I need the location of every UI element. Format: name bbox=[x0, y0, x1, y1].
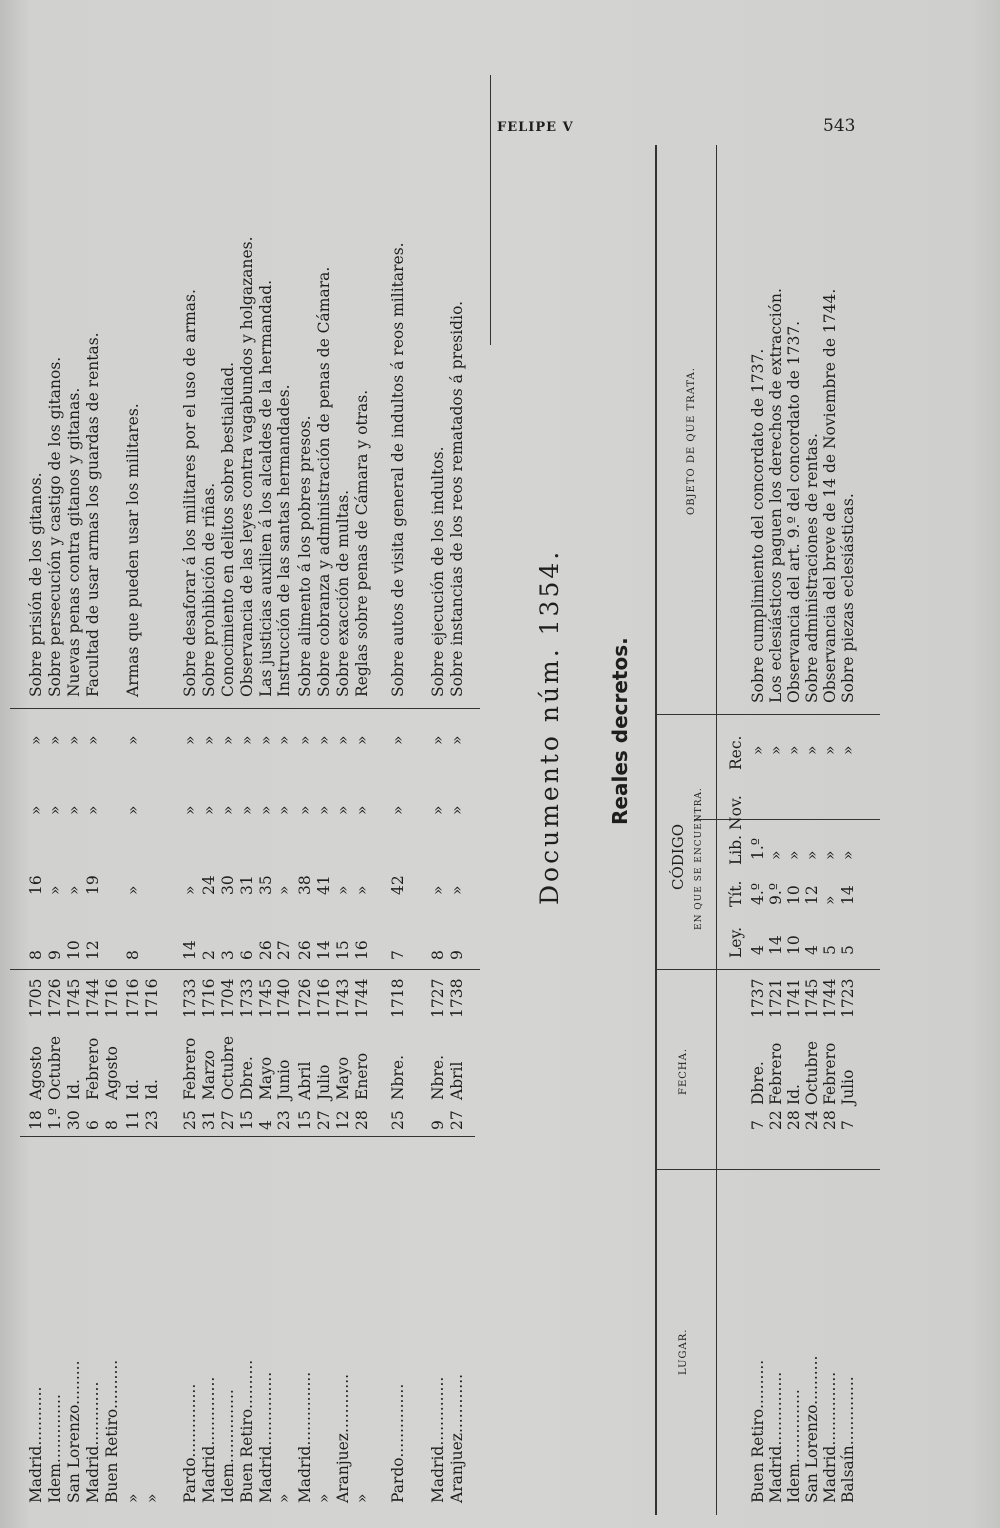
cell-lugar: Buen Retiro.......... bbox=[238, 1359, 256, 1503]
cell-mes: Octubre bbox=[219, 1035, 237, 1100]
code-header: Tít. bbox=[727, 880, 745, 907]
cell-ley: 4 bbox=[749, 945, 767, 955]
cell-ano: 1733 bbox=[181, 978, 199, 1018]
cell-lib: » bbox=[767, 850, 785, 860]
cell-lugar: Buen Retiro.......... bbox=[103, 1359, 121, 1503]
cell-lugar: Pardo............... bbox=[181, 1383, 199, 1503]
cell-ano: 1740 bbox=[275, 978, 293, 1018]
cell-rec: » bbox=[46, 735, 64, 745]
cell-ley: 3 bbox=[219, 950, 237, 960]
column-rule bbox=[655, 714, 880, 715]
cell-ley: 26 bbox=[296, 940, 314, 960]
cell-ano: 1716 bbox=[124, 978, 142, 1018]
cell-mes: Abril bbox=[296, 1061, 314, 1100]
cell-rec: » bbox=[315, 735, 333, 745]
cell-rec: » bbox=[448, 735, 466, 745]
cell-lib: » bbox=[429, 805, 447, 815]
cell-tit: 42 bbox=[389, 875, 407, 895]
cell-mes: Julio bbox=[839, 1069, 857, 1105]
cell-objeto: Sobre exacción de multas. bbox=[334, 489, 352, 697]
cell-rec: » bbox=[749, 745, 767, 755]
cell-dia: 11 bbox=[124, 1110, 142, 1130]
cell-rec: » bbox=[181, 735, 199, 745]
rotated-page-body bbox=[10, 75, 990, 1515]
cell-lugar: Pardo............... bbox=[389, 1383, 407, 1503]
cell-lib: » bbox=[275, 805, 293, 815]
cell-mes: Octubre bbox=[46, 1035, 64, 1100]
cell-ley: 5 bbox=[821, 945, 839, 955]
cell-rec: » bbox=[124, 735, 142, 745]
cell-objeto: Sobre ejecución de los indultos. bbox=[429, 446, 447, 697]
cell-objeto: Observancia del breve de 14 de Noviembre de 1744. bbox=[821, 288, 839, 703]
cell-rec: » bbox=[803, 745, 821, 755]
cell-lib: » bbox=[785, 850, 803, 860]
header-codigo: CÓDIGO bbox=[669, 823, 687, 890]
cell-lugar: » bbox=[353, 1493, 371, 1503]
cell-rec: » bbox=[257, 735, 275, 745]
cell-mes: Id. bbox=[143, 1079, 161, 1100]
cell-tit: 9.º bbox=[767, 882, 785, 905]
cell-ano: 1718 bbox=[389, 978, 407, 1018]
cell-mes: Dbre. bbox=[749, 1061, 767, 1105]
cell-mes: Febrero bbox=[84, 1037, 102, 1100]
cell-ley: 8 bbox=[429, 950, 447, 960]
cell-tit: 12 bbox=[803, 885, 821, 905]
cell-objeto: Sobre cobranza y administración de penas de Cámara. bbox=[315, 266, 333, 697]
cell-lugar: Madrid............... bbox=[821, 1371, 839, 1503]
cell-lib: » bbox=[296, 805, 314, 815]
cell-rec: » bbox=[839, 745, 857, 755]
document-title: Documento núm. 1354. bbox=[535, 548, 564, 905]
cell-lugar: Idem............... bbox=[785, 1389, 803, 1503]
cell-mes: Mayo bbox=[334, 1056, 352, 1100]
column-rule bbox=[655, 969, 880, 970]
cell-mes: Nbre. bbox=[389, 1055, 407, 1100]
cell-lugar: Idem.............. bbox=[46, 1394, 64, 1503]
cell-ley: 15 bbox=[334, 940, 352, 960]
cell-tit: 4.º bbox=[749, 882, 767, 905]
column-rule bbox=[10, 969, 480, 970]
table-2-header-rule bbox=[716, 145, 717, 1515]
cell-lib: » bbox=[200, 805, 218, 815]
cell-lib: » bbox=[84, 805, 102, 815]
cell-lugar: Madrid.............. bbox=[429, 1376, 447, 1503]
cell-ano: 1744 bbox=[353, 978, 371, 1018]
cell-lib: » bbox=[448, 805, 466, 815]
cell-ley: 14 bbox=[767, 935, 785, 955]
cell-tit: » bbox=[448, 885, 466, 895]
cell-ano: 1745 bbox=[803, 978, 821, 1018]
cell-tit: 14 bbox=[839, 885, 857, 905]
cell-rec: » bbox=[821, 745, 839, 755]
cell-dia: 23 bbox=[143, 1110, 161, 1130]
cell-mes: Nbre. bbox=[429, 1055, 447, 1100]
cell-ley: 5 bbox=[839, 945, 857, 955]
cell-lugar: Aranjuez............ bbox=[334, 1373, 352, 1503]
cell-objeto: Sobre prisión de los gitanos. bbox=[27, 472, 45, 697]
cell-lib: » bbox=[65, 805, 83, 815]
cell-rec: » bbox=[334, 735, 352, 745]
cell-rec: » bbox=[353, 735, 371, 745]
cell-mes: Febrero bbox=[767, 1042, 785, 1105]
cell-ano: 1737 bbox=[749, 978, 767, 1018]
cell-tit: » bbox=[181, 885, 199, 895]
cell-rec: » bbox=[238, 735, 256, 745]
cell-lugar: San Lorenzo......... bbox=[65, 1360, 83, 1503]
cell-rec: » bbox=[785, 745, 803, 755]
cell-ley: 6 bbox=[238, 950, 256, 960]
cell-lib: » bbox=[181, 805, 199, 815]
cell-dia: 31 bbox=[200, 1110, 218, 1130]
cell-objeto: Sobre alimento á los pobres presos. bbox=[296, 415, 314, 697]
cell-tit: » bbox=[275, 885, 293, 895]
cell-ano: 1726 bbox=[46, 978, 64, 1018]
cell-tit: 41 bbox=[315, 875, 333, 895]
cell-ley: 14 bbox=[315, 940, 333, 960]
top-rule bbox=[490, 75, 491, 345]
cell-objeto: Sobre persecución y castigo de los gitanos. bbox=[46, 356, 64, 697]
cell-objeto: Sobre prohibición de riñas. bbox=[200, 482, 218, 697]
cell-lib: » bbox=[124, 805, 142, 815]
cell-lib: 1.º bbox=[749, 837, 767, 860]
cell-objeto: Sobre administraciones de rentas. bbox=[803, 433, 821, 703]
cell-lugar: Madrid............... bbox=[257, 1371, 275, 1503]
cell-tit: » bbox=[124, 885, 142, 895]
cell-objeto: Observancia del art. 9.º del concordato de 1737. bbox=[785, 320, 803, 703]
cell-ley: 10 bbox=[785, 935, 803, 955]
cell-ano: 1741 bbox=[785, 978, 803, 1018]
cell-ley: 9 bbox=[448, 950, 466, 960]
cell-tit: 31 bbox=[238, 875, 256, 895]
cell-objeto: Sobre instancias de los reos rematados á presidio. bbox=[448, 300, 466, 697]
cell-mes: Abril bbox=[448, 1061, 466, 1100]
document-subtitle: Reales decretos. bbox=[608, 637, 632, 825]
cell-lib: » bbox=[46, 805, 64, 815]
cell-dia: 7 bbox=[839, 1120, 857, 1130]
header-codigo-sub: EN QUE SE ENCUENTRA. bbox=[694, 787, 704, 930]
cell-lib: » bbox=[219, 805, 237, 815]
cell-ley: 12 bbox=[84, 940, 102, 960]
cell-lib: » bbox=[389, 805, 407, 815]
cell-lugar: » bbox=[315, 1493, 333, 1503]
cell-lugar: Madrid............... bbox=[767, 1371, 785, 1503]
cell-ano: 1716 bbox=[315, 978, 333, 1018]
cell-lib: » bbox=[257, 805, 275, 815]
cell-ano: 1744 bbox=[821, 978, 839, 1018]
cell-rec: » bbox=[767, 745, 785, 755]
cell-objeto: Observancia de las leyes contra vagabundos y holgazanes. bbox=[238, 236, 256, 697]
cell-dia: 18 bbox=[27, 1110, 45, 1130]
cell-ano: 1738 bbox=[448, 978, 466, 1018]
cell-dia: 22 bbox=[767, 1110, 785, 1130]
cell-mes: Febrero bbox=[181, 1037, 199, 1100]
cell-ano: 1723 bbox=[839, 978, 857, 1018]
cell-dia: 15 bbox=[238, 1110, 256, 1130]
cell-mes: Febrero bbox=[821, 1042, 839, 1105]
cell-objeto: Sobre cumplimiento del concordato de 1737. bbox=[749, 348, 767, 703]
cell-ley: 8 bbox=[27, 950, 45, 960]
cell-lugar: » bbox=[143, 1493, 161, 1503]
cell-lib: » bbox=[353, 805, 371, 815]
cell-dia: 12 bbox=[334, 1110, 352, 1130]
cell-dia: 28 bbox=[821, 1110, 839, 1130]
cell-dia: 28 bbox=[785, 1110, 803, 1130]
cell-ano: 1726 bbox=[296, 978, 314, 1018]
column-rule bbox=[694, 819, 880, 820]
cell-ano: 1745 bbox=[257, 978, 275, 1018]
cell-lib: » bbox=[839, 850, 857, 860]
cell-rec: » bbox=[275, 735, 293, 745]
cell-tit: » bbox=[429, 885, 447, 895]
cell-dia: 4 bbox=[257, 1120, 275, 1130]
cell-rec: » bbox=[389, 735, 407, 745]
cell-objeto: Conocimiento en delitos sobre bestialidad. bbox=[219, 361, 237, 697]
cell-objeto: Instrucción de las santas hermandades. bbox=[275, 384, 293, 697]
cell-ley: 14 bbox=[181, 940, 199, 960]
cell-lugar: Balsaín.............. bbox=[839, 1376, 857, 1503]
page-number: 543 bbox=[823, 116, 856, 136]
cell-lib: » bbox=[821, 850, 839, 860]
cell-mes: Agosto bbox=[27, 1046, 45, 1100]
cell-dia: 30 bbox=[65, 1110, 83, 1130]
cell-ano: 1716 bbox=[143, 978, 161, 1018]
cell-rec: » bbox=[219, 735, 237, 745]
cell-objeto: Nuevas penas contra gitanos y gitanas. bbox=[65, 387, 83, 697]
cell-mes: Octubre bbox=[803, 1040, 821, 1105]
cell-ley: 10 bbox=[65, 940, 83, 960]
cell-ley: 26 bbox=[257, 940, 275, 960]
cell-tit: 30 bbox=[219, 875, 237, 895]
cell-ano: 1721 bbox=[767, 978, 785, 1018]
cell-dia: 27 bbox=[448, 1110, 466, 1130]
code-header: Ley. bbox=[727, 926, 745, 958]
cell-dia: 8 bbox=[103, 1120, 121, 1130]
cell-tit: 38 bbox=[296, 875, 314, 895]
cell-lib: » bbox=[315, 805, 333, 815]
cell-rec: » bbox=[429, 735, 447, 745]
cell-tit: » bbox=[353, 885, 371, 895]
cell-dia: 27 bbox=[315, 1110, 333, 1130]
cell-mes: Julio bbox=[315, 1064, 333, 1100]
cell-objeto: Armas que pueden usar los militares. bbox=[124, 403, 142, 697]
cell-ano: 1716 bbox=[103, 978, 121, 1018]
cell-lugar: Madrid.............. bbox=[200, 1376, 218, 1503]
cell-tit: 10 bbox=[785, 885, 803, 905]
cell-ley: 2 bbox=[200, 950, 218, 960]
cell-tit: 24 bbox=[200, 875, 218, 895]
cell-tit: » bbox=[334, 885, 352, 895]
cell-lib: » bbox=[334, 805, 352, 815]
code-header: Rec. bbox=[727, 735, 745, 770]
cell-dia: 9 bbox=[429, 1120, 447, 1130]
cell-mes: Id. bbox=[124, 1079, 142, 1100]
cell-objeto: Facultad de usar armas los guardas de rentas. bbox=[84, 332, 102, 697]
cell-dia: 27 bbox=[219, 1110, 237, 1130]
cell-lugar: Buen Retiro.......... bbox=[749, 1359, 767, 1503]
cell-objeto: Sobre piezas eclesiásticas. bbox=[839, 493, 857, 703]
header-lugar: LUGAR. bbox=[678, 1328, 689, 1375]
cell-lugar: Madrid............... bbox=[296, 1371, 314, 1503]
column-rule bbox=[20, 1136, 475, 1137]
cell-mes: Id. bbox=[65, 1079, 83, 1100]
cell-mes: Junio bbox=[275, 1059, 293, 1100]
cell-ano: 1727 bbox=[429, 978, 447, 1018]
cell-tit: » bbox=[46, 885, 64, 895]
cell-lugar: » bbox=[124, 1493, 142, 1503]
table-2-top-rule bbox=[655, 145, 657, 1515]
header-objeto: OBJETO DE QUE TRATA. bbox=[686, 367, 697, 515]
cell-lugar: Madrid............. bbox=[84, 1381, 102, 1503]
cell-mes: Enero bbox=[353, 1052, 371, 1100]
cell-dia: 25 bbox=[389, 1110, 407, 1130]
cell-ley: 16 bbox=[353, 940, 371, 960]
cell-objeto: Sobre autos de visita general de indultos á reos militares. bbox=[389, 242, 407, 697]
cell-dia: 23 bbox=[275, 1110, 293, 1130]
cell-mes: Agosto bbox=[103, 1046, 121, 1100]
cell-rec: » bbox=[27, 735, 45, 745]
cell-objeto: Los eclesiásticos paguen los derechos de extracción. bbox=[767, 288, 785, 703]
cell-ano: 1705 bbox=[27, 978, 45, 1018]
cell-tit: 19 bbox=[84, 875, 102, 895]
cell-ley: 8 bbox=[124, 950, 142, 960]
cell-lugar: Madrid............ bbox=[27, 1386, 45, 1503]
code-header: Lib. Nov. bbox=[727, 795, 745, 865]
cell-dia: 15 bbox=[296, 1110, 314, 1130]
cell-rec: » bbox=[200, 735, 218, 745]
header-fecha: FECHA. bbox=[678, 1047, 689, 1095]
cell-tit: 16 bbox=[27, 875, 45, 895]
cell-lib: » bbox=[238, 805, 256, 815]
cell-mes: Marzo bbox=[200, 1049, 218, 1100]
cell-mes: Dbre. bbox=[238, 1056, 256, 1100]
cell-lugar: San Lorenzo.......... bbox=[803, 1355, 821, 1503]
cell-ley: 27 bbox=[275, 940, 293, 960]
cell-ley: 4 bbox=[803, 945, 821, 955]
cell-tit: » bbox=[821, 895, 839, 905]
cell-dia: 1.º bbox=[46, 1107, 64, 1130]
cell-objeto: Reglas sobre penas de Cámara y otras. bbox=[353, 389, 371, 697]
running-header: FELIPE V bbox=[497, 120, 574, 135]
cell-dia: 28 bbox=[353, 1110, 371, 1130]
cell-tit: 35 bbox=[257, 875, 275, 895]
cell-ano: 1744 bbox=[84, 978, 102, 1018]
cell-ley: 9 bbox=[46, 950, 64, 960]
column-rule bbox=[655, 1169, 880, 1170]
cell-lugar: Idem............... bbox=[219, 1389, 237, 1503]
cell-rec: » bbox=[84, 735, 102, 745]
column-rule bbox=[10, 708, 480, 709]
cell-tit: » bbox=[65, 885, 83, 895]
cell-rec: » bbox=[296, 735, 314, 745]
cell-mes: Id. bbox=[785, 1084, 803, 1105]
cell-rec: » bbox=[65, 735, 83, 745]
cell-objeto: Sobre desaforar á los militares por el uso de armas. bbox=[181, 289, 199, 697]
cell-ano: 1716 bbox=[200, 978, 218, 1018]
cell-ano: 1745 bbox=[65, 978, 83, 1018]
cell-mes: Mayo bbox=[257, 1056, 275, 1100]
cell-lugar: Aranjuez............ bbox=[448, 1373, 466, 1503]
cell-lib: » bbox=[803, 850, 821, 860]
cell-lib: » bbox=[27, 805, 45, 815]
cell-lugar: » bbox=[275, 1493, 293, 1503]
cell-dia: 24 bbox=[803, 1110, 821, 1130]
cell-objeto: Las justicias auxilien á los alcaldes de la hermandad. bbox=[257, 279, 275, 697]
cell-dia: 6 bbox=[84, 1120, 102, 1130]
cell-dia: 25 bbox=[181, 1110, 199, 1130]
cell-dia: 7 bbox=[749, 1120, 767, 1130]
cell-ano: 1743 bbox=[334, 978, 352, 1018]
cell-ley: 7 bbox=[389, 950, 407, 960]
cell-ano: 1704 bbox=[219, 978, 237, 1018]
cell-ano: 1733 bbox=[238, 978, 256, 1018]
